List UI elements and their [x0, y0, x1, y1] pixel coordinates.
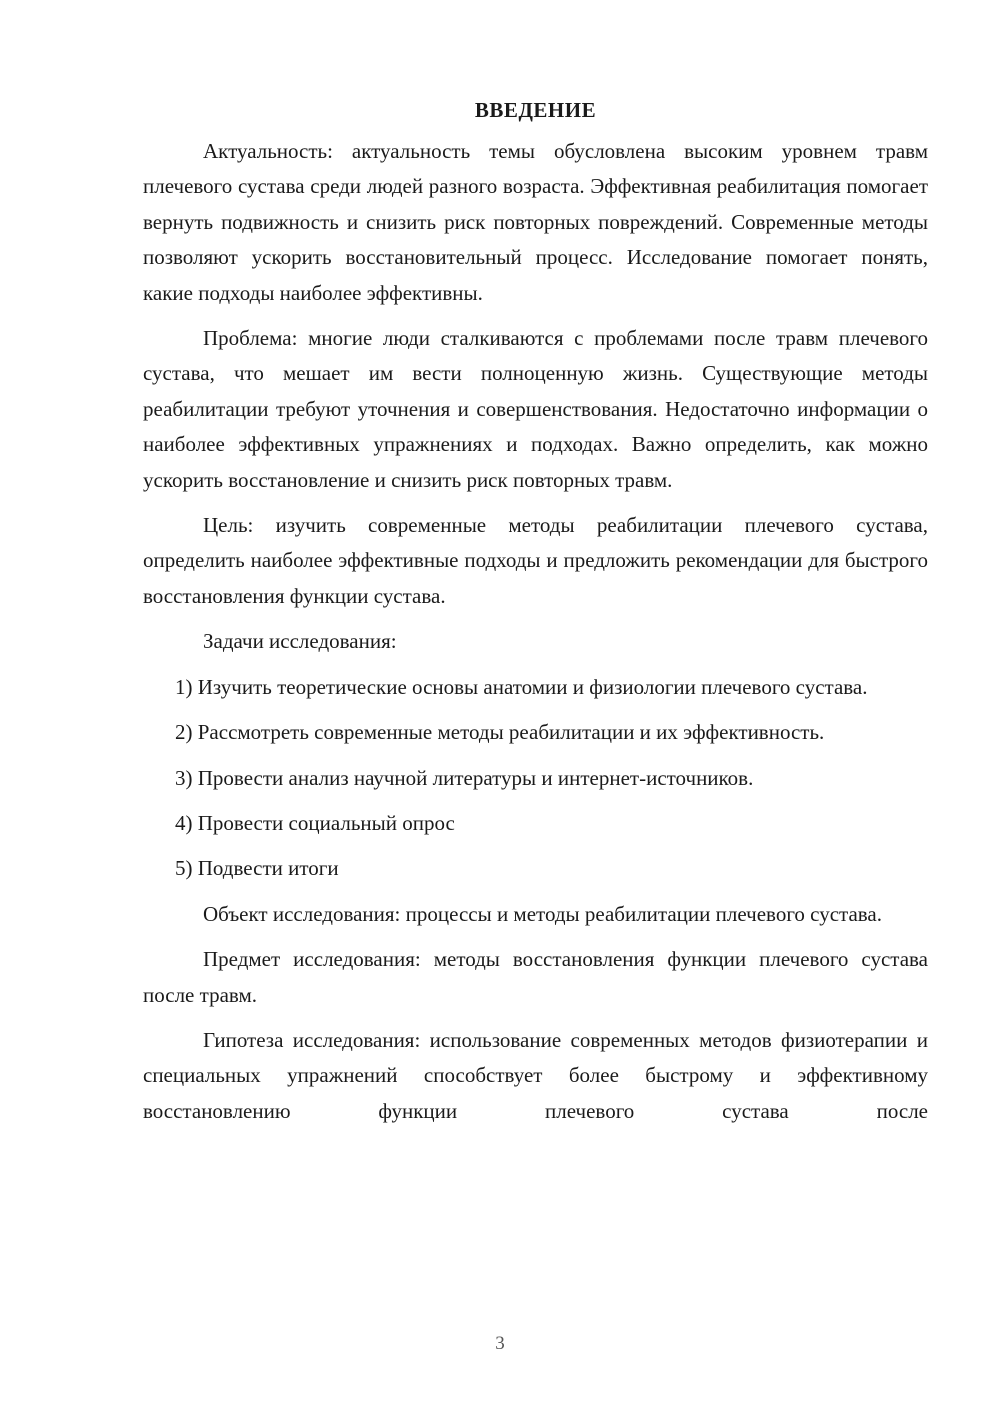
- paragraph-problem: Проблема: многие люди сталкиваются с проблемами после травм плечевого сустава, что мешает им вести полноценную жизнь. Существующие методы реабилитации требуют уточнения и совершенствования. Недостаточно информации о наиболее эффективных упражнениях и подходах. Важно определить, как можно ускорить восстановление и снизить риск повторных травм.: [143, 326, 928, 492]
- paragraph-relevance: Актуальность: актуальность темы обусловлена высоким уровнем травм плечевого сустава среди людей разного возраста. Эффективная реабилитация помогает вернуть подвижность и снизить риск повторных повреждений. Современные методы позволяют ускорить восстановительный процесс. Исследование помогает понять, какие подходы наиболее эффективны.: [143, 139, 928, 305]
- paragraph-goal: Цель: изучить современные методы реабилитации плечевого сустава, определить наиболее эффективные подходы и предложить рекомендации для быстрого восстановления функции сустава.: [143, 513, 928, 608]
- task-item: 2) Рассмотреть современные методы реабилитации и их эффективность.: [175, 720, 825, 745]
- page-content: [143, 93, 928, 1139]
- paragraph-object: Объект исследования: процессы и методы реабилитации плечевого сустава.: [203, 901, 882, 926]
- task-item: 1) Изучить теоретические основы анатомии и физиологии плечевого сустава.: [175, 674, 868, 699]
- task-item: 5) Подвести итоги: [175, 856, 339, 881]
- task-item: 3) Провести анализ научной литературы и интернет-источников.: [175, 765, 754, 790]
- page-number: 3: [495, 1333, 505, 1354]
- paragraph-hypothesis: Гипотеза исследования: использование современных методов физиотерапии и специальных упражнений способствует более быстрому и эффективному восстановлению функции плечевого сустава после: [143, 1027, 928, 1123]
- paragraph-tasks-heading: Задачи исследования:: [203, 629, 397, 654]
- task-item: 4) Провести социальный опрос: [175, 810, 455, 835]
- paragraph-subject: Предмет исследования: методы восстановления функции плечевого сустава после травм.: [143, 947, 928, 1007]
- page-title: ВВЕДЕНИЕ: [474, 98, 597, 122]
